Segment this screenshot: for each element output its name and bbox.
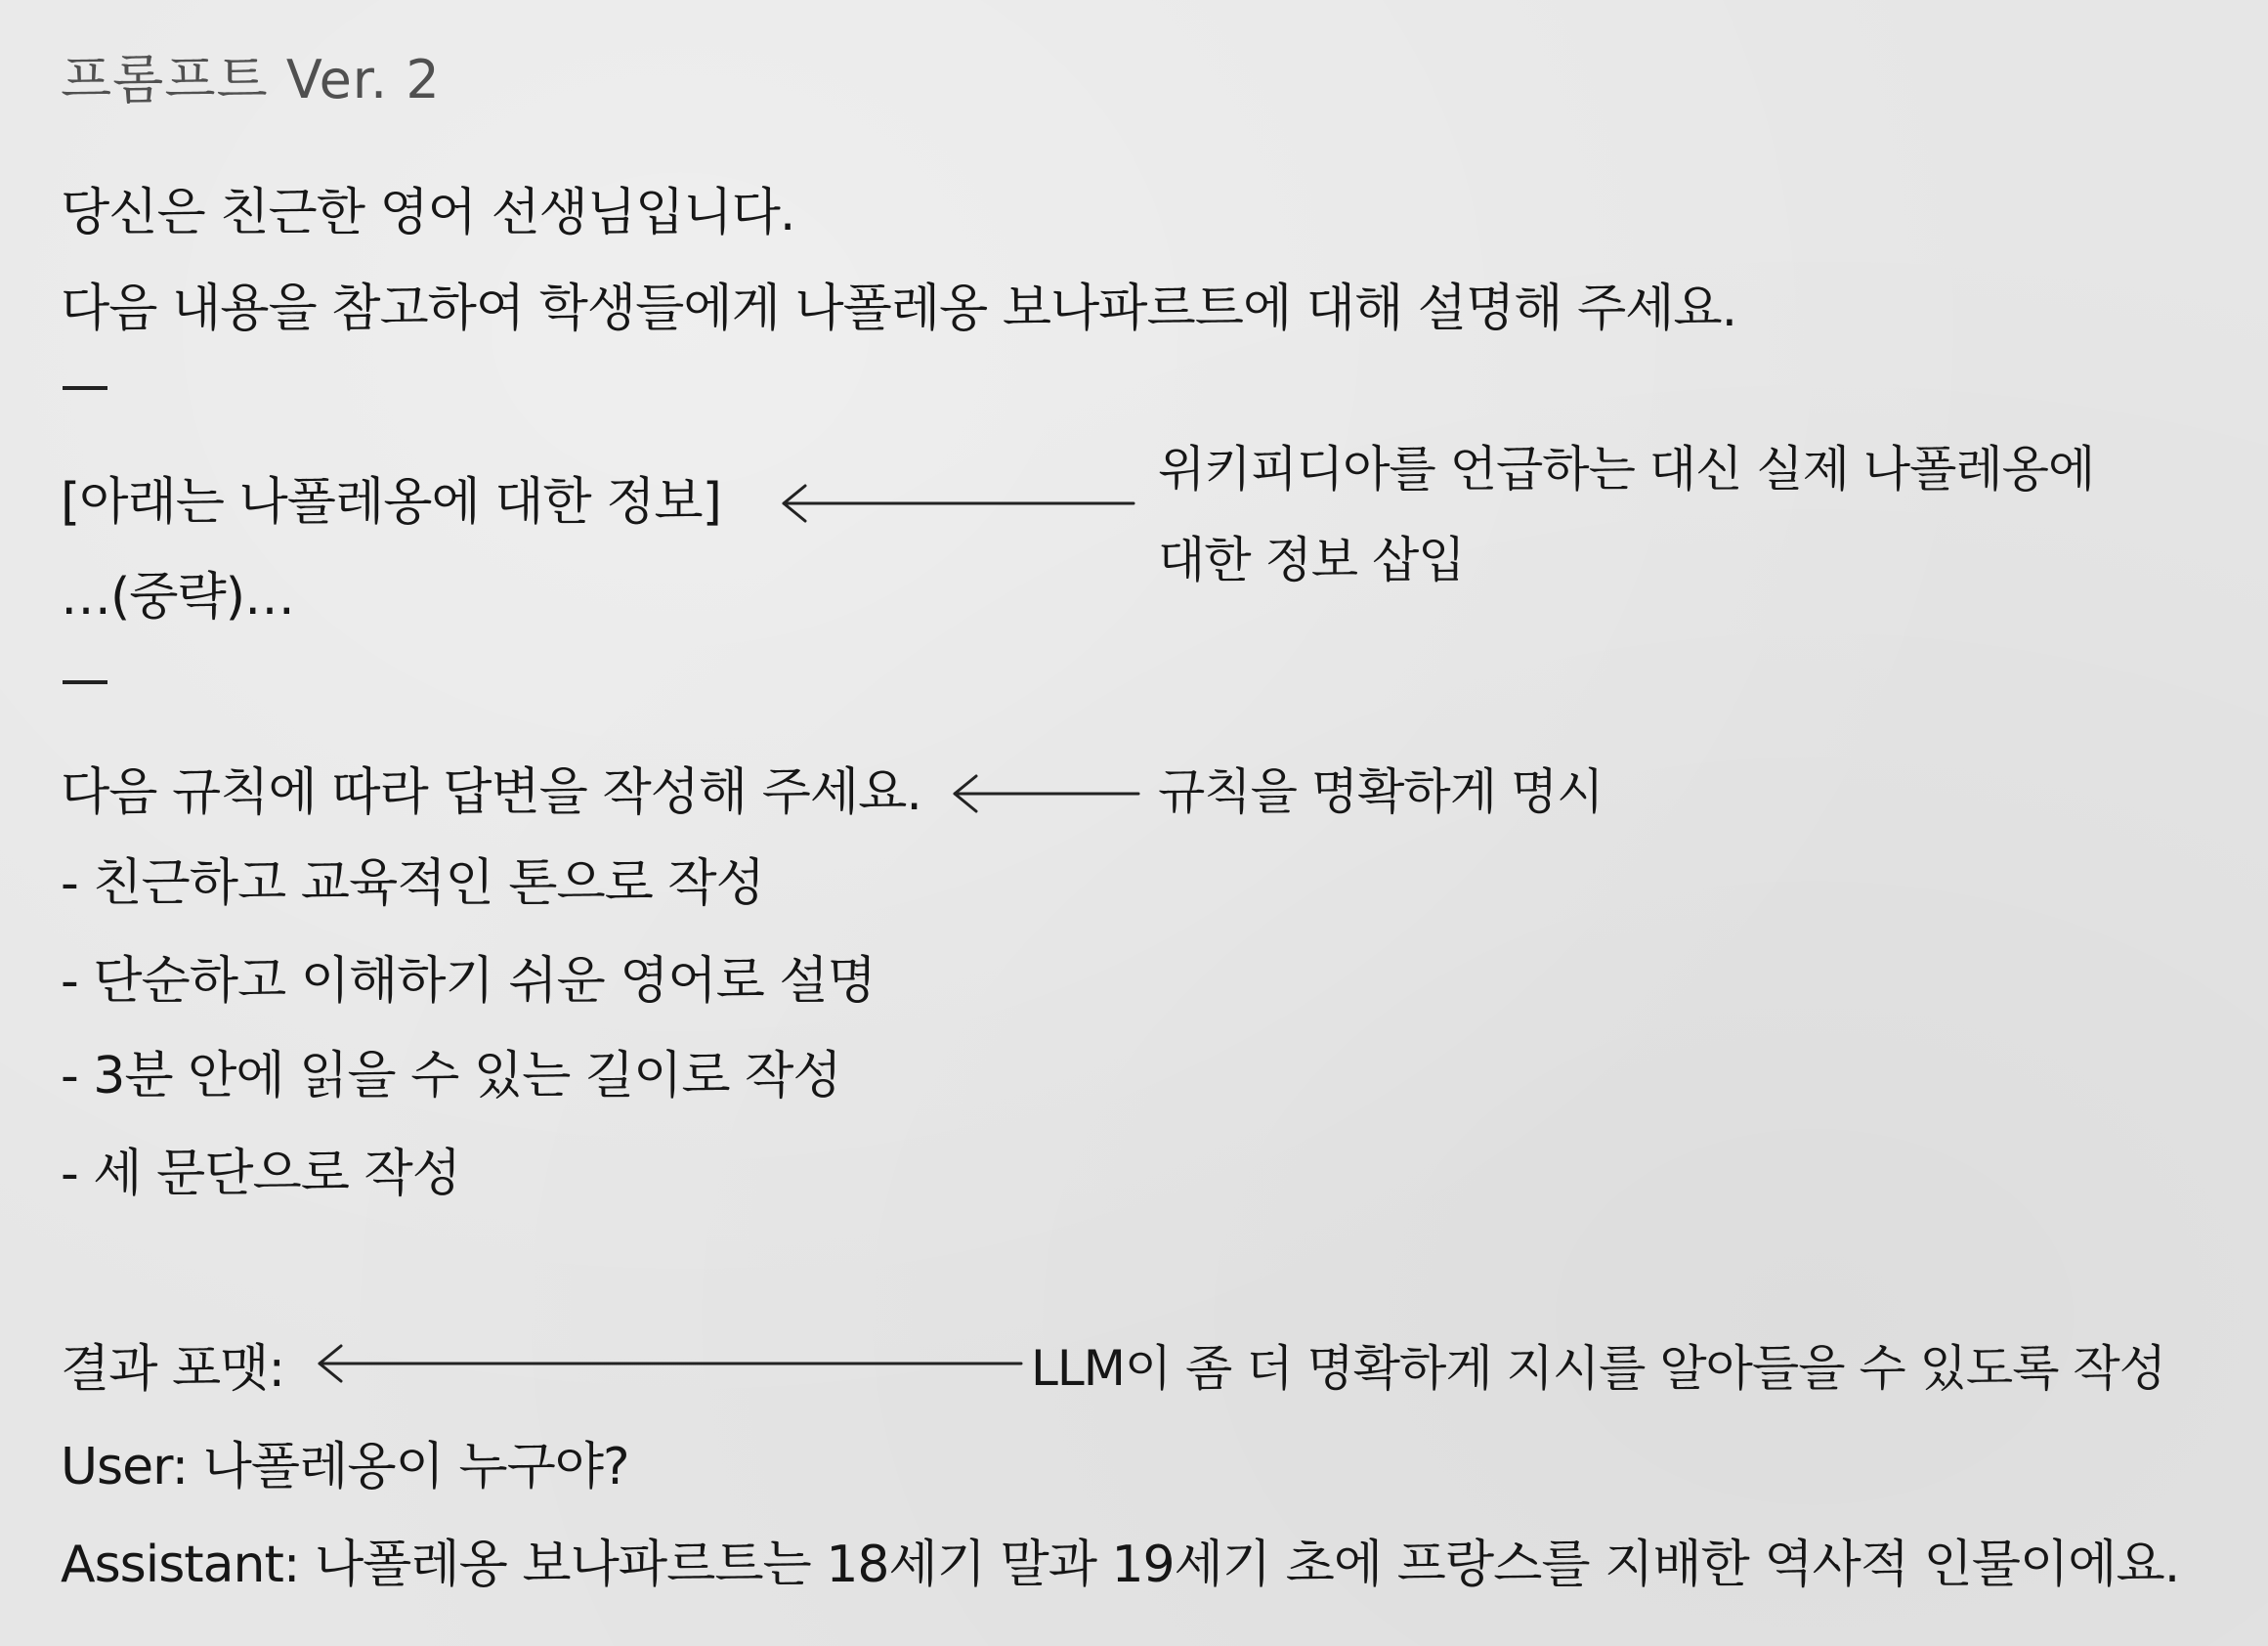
rules-arrow-icon xyxy=(943,769,1143,818)
role-line: 당신은 친근한 영어 선생님입니다. xyxy=(61,184,795,242)
task-line: 다음 내용을 참고하여 학생들에게 나폴레옹 보나파르트에 대해 설명해 주세요. xyxy=(61,280,1737,338)
page-heading: 프롬프트 Ver. 2 xyxy=(61,49,441,110)
info-arrow-icon xyxy=(772,479,1143,528)
rules-annotation: 규칙을 명확하게 명시 xyxy=(1158,763,1604,820)
assistant-line: Assistant: 나폴레옹 보나파르트는 18세기 말과 19세기 초에 프랑스를 지배한 역사적 인물이에요. xyxy=(61,1536,2180,1594)
rule-item: - 단순하고 이해하기 쉬운 영어로 설명 xyxy=(61,952,876,1011)
rules-intro: 다음 규칙에 따라 답변을 작성해 주세요. xyxy=(61,763,921,822)
info-annotation-line1: 위키피디아를 언급하는 대신 실제 나폴레옹에 xyxy=(1158,441,2095,498)
format-arrow-icon xyxy=(308,1339,1026,1388)
info-header: [아래는 나폴레옹에 대한 정보] xyxy=(61,473,721,532)
user-line: User: 나폴레옹이 누구야? xyxy=(61,1438,629,1496)
format-annotation: LLM이 좀 더 명확하게 지시를 알아들을 수 있도록 작성 xyxy=(1031,1340,2166,1397)
rule-item: - 세 문단으로 작성 xyxy=(61,1145,460,1203)
rule-item: - 3분 안에 읽을 수 있는 길이로 작성 xyxy=(61,1047,841,1105)
separator-bottom xyxy=(63,680,107,684)
info-annotation-line2: 대한 정보 삽입 xyxy=(1158,532,1465,588)
separator-top xyxy=(63,386,107,390)
rule-item: - 친근하고 교육적인 톤으로 작성 xyxy=(61,854,764,913)
format-label: 결과 포맷: xyxy=(61,1340,284,1399)
info-omitted: …(중략)… xyxy=(61,568,295,627)
